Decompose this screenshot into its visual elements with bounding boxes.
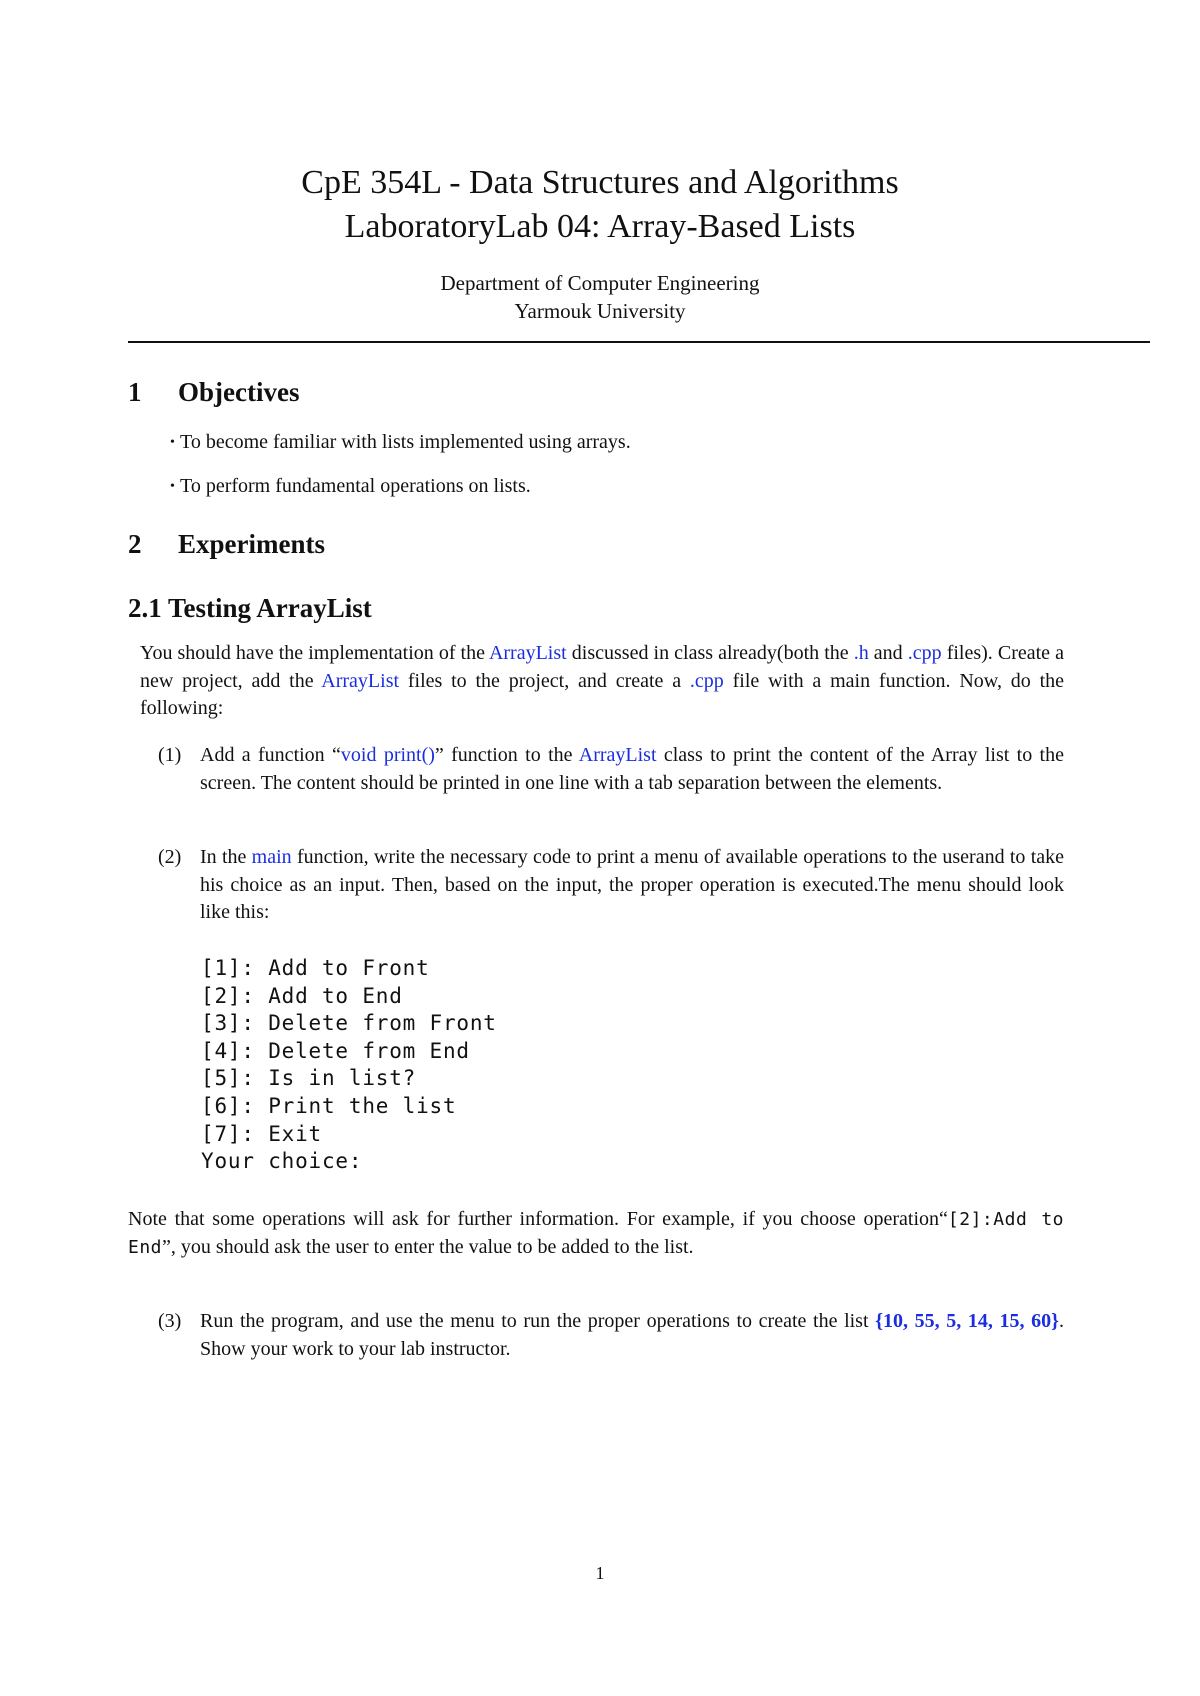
section-heading-objectives	[128, 376, 299, 408]
task-item-2	[158, 844, 1064, 927]
header-divider	[128, 341, 1150, 343]
menu-option-code: [2]:Add to End	[128, 1209, 1064, 1258]
page-number: 1	[595, 1563, 605, 1583]
objective-bullet	[170, 473, 531, 500]
section-number: 1	[128, 377, 142, 407]
task-text: Add a function “void print()” function to the ArrayList class to print the content of the Array list to the screen. The content should be printed in one line with a tab separation between the elements.	[200, 744, 1064, 794]
document-title-line2: LaboratoryLab 04: Array-Based Lists	[344, 208, 856, 245]
menu-line: [1]: Add to Front	[201, 956, 430, 980]
section-title: Experiments	[178, 529, 325, 559]
task-item-1	[158, 742, 1064, 797]
task-label: (3)	[158, 1310, 182, 1332]
menu-line: [5]: Is in list?	[201, 1066, 417, 1091]
task-item-3	[158, 1308, 1064, 1363]
objective-bullet	[170, 429, 631, 456]
university-name: Yarmouk University	[514, 299, 686, 323]
menu-line: [2]: Add to End	[201, 983, 403, 1008]
section-heading-experiments	[128, 528, 325, 560]
arraylist-term: ArrayList	[321, 669, 400, 692]
subsection-heading: 2.1 Testing ArrayList	[128, 593, 372, 623]
menu-line: [4]: Delete from End	[201, 1038, 470, 1063]
menu-listing	[201, 955, 497, 1176]
task-text: In the main function, write the necessary code to print a menu of available operations to the userand to take his choice as an input. Then, based on the input, the proper operation is executed.The menu should look like this:	[200, 846, 1065, 923]
task-label: (2)	[158, 846, 182, 868]
intro-paragraph: You should have the implementation of the ArrayList discussed in class already(both the .h and .cpp files). Create a new project, add the ArrayList files to the project, and create a .cpp file with a main function. Now, do the following:	[140, 642, 1064, 719]
target-list-values: {10, 55, 5, 14, 15, 60}	[875, 1310, 1059, 1332]
cpp-file-term: .cpp	[689, 669, 724, 692]
task-label: (1)	[158, 744, 182, 766]
menu-line: [7]: Exit	[201, 1121, 322, 1146]
arraylist-term: ArrayList	[578, 744, 657, 766]
bullet-text: To become familiar with lists implemented using arrays.	[180, 431, 631, 453]
task-text: Run the program, and use the menu to run the proper operations to create the list {10, 55, 5, 14, 15, 60}. Show your work to your lab instructor.	[200, 1310, 1064, 1360]
menu-line: Your choice:	[201, 1149, 363, 1174]
bullet-icon: •	[170, 435, 175, 450]
section-number: 2	[128, 529, 142, 559]
menu-line: [6]: Print the list	[201, 1093, 457, 1118]
arraylist-term: ArrayList	[488, 642, 567, 664]
department-name: Department of Computer Engineering	[440, 271, 760, 295]
menu-line: [3]: Delete from Front	[201, 1011, 497, 1036]
cpp-file-term: .cpp	[907, 642, 942, 664]
bullet-icon: •	[170, 479, 175, 494]
document-title-line1: CpE 354L - Data Structures and Algorithms	[301, 164, 899, 201]
h-file-term: .h	[853, 642, 869, 664]
bullet-text: To perform fundamental operations on lists.	[180, 475, 531, 497]
main-function-term: main	[251, 846, 292, 868]
print-function-term: void print()	[340, 744, 435, 766]
section-title: Objectives	[178, 377, 300, 407]
note-paragraph: Note that some operations will ask for further information. For example, if you choose operation“[2]:Add to End”, you should ask the user to enter the value to be added to the list.	[128, 1208, 1064, 1258]
